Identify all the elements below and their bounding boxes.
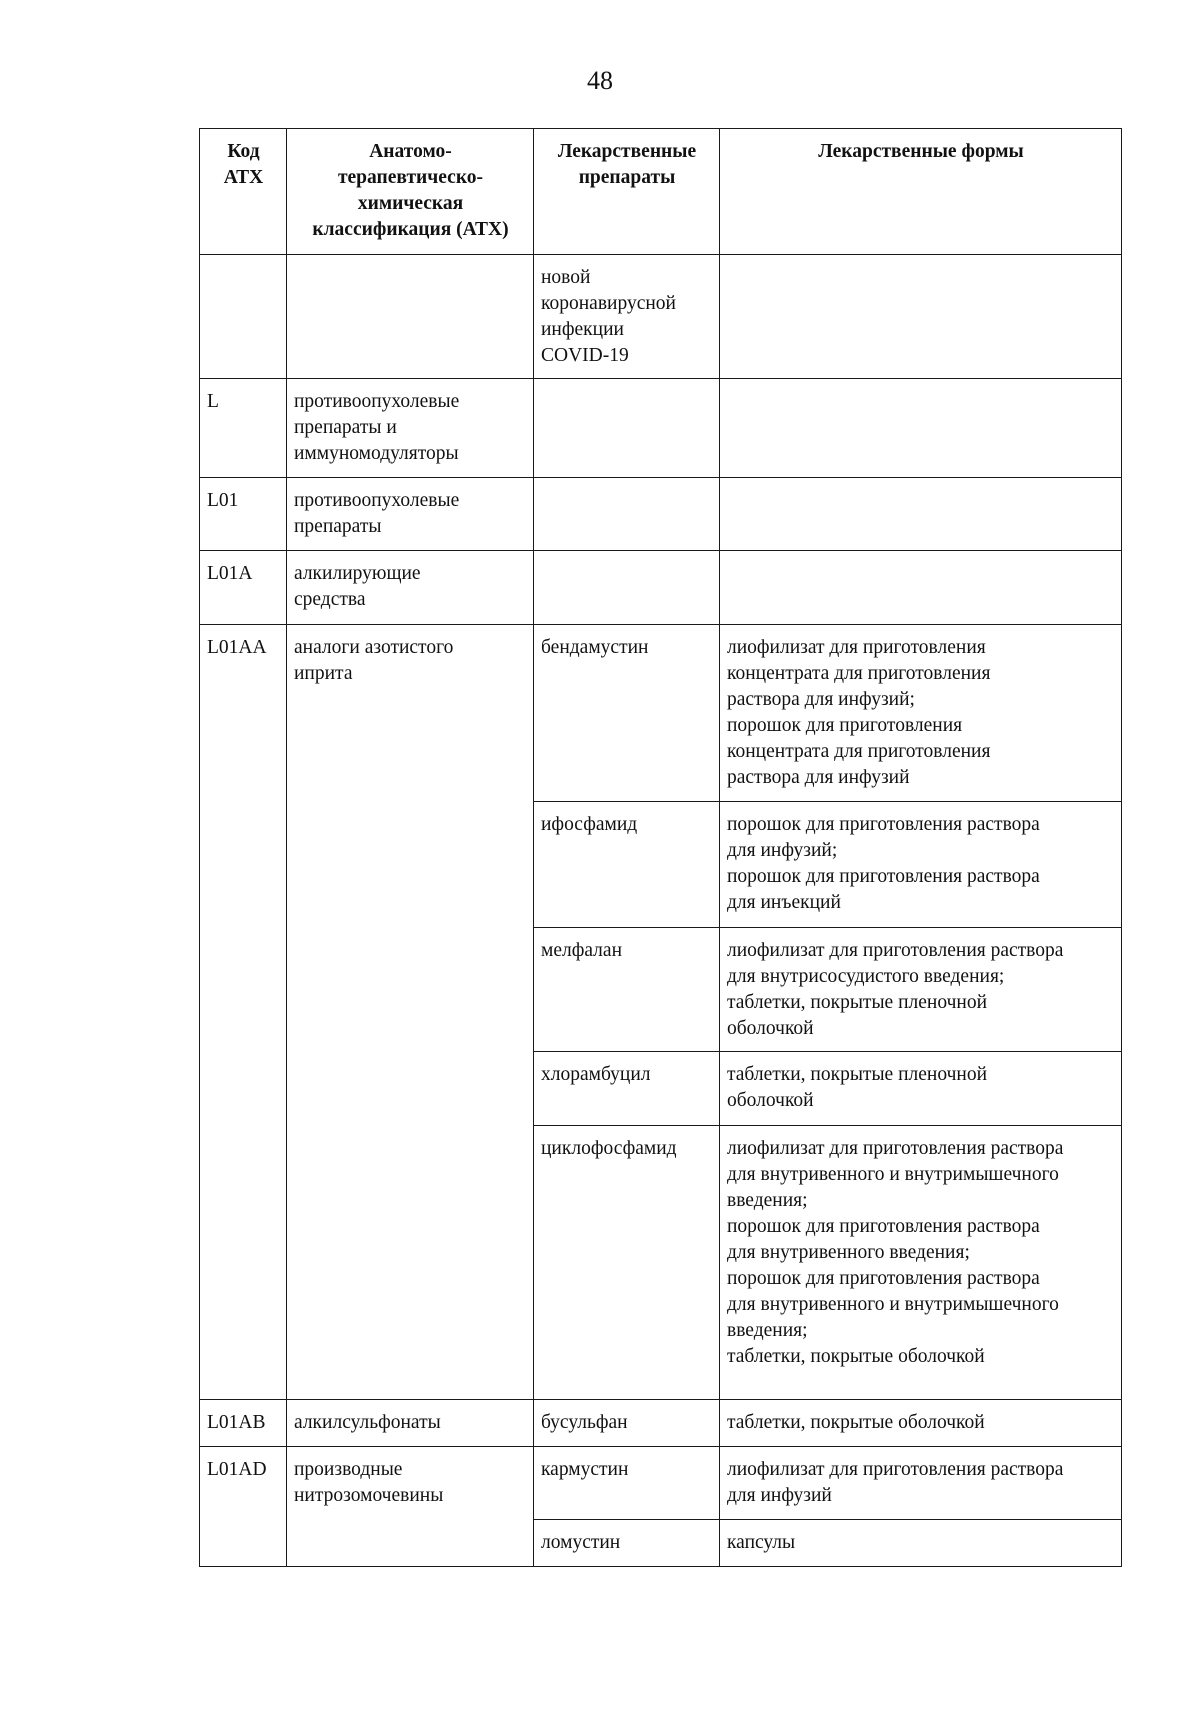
header-forms: Лекарственные формы <box>720 129 1122 255</box>
cell-forms: лиофилизат для приготовления концентрата для приготовления раствора для инфузий; порошок для приготовления концентрата для приготовления раствора для инфузий <box>720 625 1122 802</box>
cell-drug: кармустин <box>534 1447 720 1520</box>
cell-forms: капсулы <box>720 1520 1122 1567</box>
table-header-row <box>200 129 1122 255</box>
table-row <box>200 1400 1122 1447</box>
table-row <box>200 625 1122 802</box>
cell-classification: противоопухолевые препараты и иммуномодуляторы <box>287 379 534 478</box>
cell-forms <box>720 379 1122 478</box>
cell-drug: бендамустин <box>534 625 720 802</box>
cell-classification: аналоги азотистого иприта <box>287 625 534 1400</box>
table-row <box>200 551 1122 625</box>
cell-code: L <box>200 379 287 478</box>
cell-drug: бусульфан <box>534 1400 720 1447</box>
header-code: Код АТХ <box>200 129 287 255</box>
cell-code: L01 <box>200 478 287 551</box>
cell-classification: производные нитрозомочевины <box>287 1447 534 1567</box>
table-row <box>200 255 1122 379</box>
cell-code: L01AB <box>200 1400 287 1447</box>
cell-drug <box>534 379 720 478</box>
table-row <box>200 1447 1122 1520</box>
cell-code: L01AD <box>200 1447 287 1567</box>
cell-code <box>200 255 287 379</box>
cell-code: L01AA <box>200 625 287 1400</box>
cell-classification: противоопухолевые препараты <box>287 478 534 551</box>
cell-forms: лиофилизат для приготовления раствора для инфузий <box>720 1447 1122 1520</box>
cell-code: L01A <box>200 551 287 625</box>
cell-drug: ифосфамид <box>534 802 720 928</box>
table-row <box>200 379 1122 478</box>
cell-classification: алкилирующие средства <box>287 551 534 625</box>
cell-classification: алкилсульфонаты <box>287 1400 534 1447</box>
cell-forms: порошок для приготовления раствора для инфузий; порошок для приготовления раствора для инъекций <box>720 802 1122 928</box>
cell-drug <box>534 478 720 551</box>
table-row <box>200 478 1122 551</box>
atc-drug-table <box>199 128 1122 1567</box>
header-classification: Анатомо- терапевтическо- химическая классификация (АТХ) <box>287 129 534 255</box>
cell-classification <box>287 255 534 379</box>
cell-drug: новой коронавирусной инфекции COVID-19 <box>534 255 720 379</box>
header-drugs: Лекарственные препараты <box>534 129 720 255</box>
cell-forms <box>720 255 1122 379</box>
cell-forms <box>720 551 1122 625</box>
cell-forms: таблетки, покрытые пленочной оболочкой <box>720 1052 1122 1126</box>
cell-drug: хлорамбуцил <box>534 1052 720 1126</box>
cell-drug: циклофосфамид <box>534 1126 720 1400</box>
cell-drug: ломустин <box>534 1520 720 1567</box>
cell-forms: таблетки, покрытые оболочкой <box>720 1400 1122 1447</box>
cell-drug <box>534 551 720 625</box>
cell-forms: лиофилизат для приготовления раствора для внутрисосудистого введения; таблетки, покрытые пленочной оболочкой <box>720 928 1122 1052</box>
cell-forms <box>720 478 1122 551</box>
cell-forms: лиофилизат для приготовления раствора для внутривенного и внутримышечного введения; порошок для приготовления раствора для внутривенного введения; порошок для приготовления раствора для внутривенного и внутримышечного введения; таблетки, покрытые оболочкой <box>720 1126 1122 1400</box>
cell-drug: мелфалан <box>534 928 720 1052</box>
page-number: 48 <box>587 66 613 95</box>
